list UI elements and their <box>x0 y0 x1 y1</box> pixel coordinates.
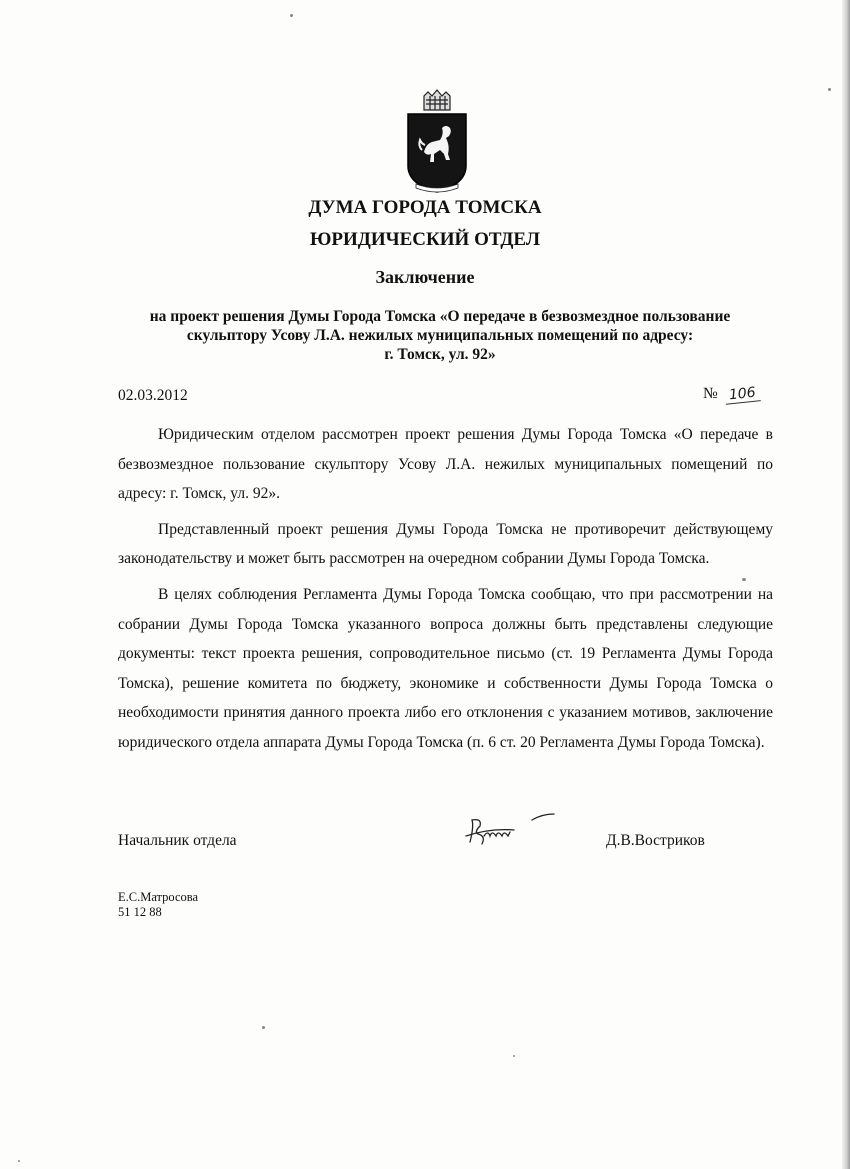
signer-name: Д.В.Востриков <box>606 832 705 849</box>
tomsk-coat-of-arms-icon <box>404 88 470 196</box>
scan-edge-shadow <box>842 0 850 1169</box>
document-body <box>118 420 773 764</box>
scan-speck <box>828 88 831 91</box>
subject-line: скульптору Усову Л.А. нежилых муниципальных помещений по адресу: <box>186 327 694 344</box>
document-title: Заключение <box>375 267 475 287</box>
document-date: 02.03.2012 <box>118 387 188 404</box>
scan-speck <box>290 14 293 17</box>
handwritten-signature <box>460 806 560 854</box>
subject-line: на проект решения Думы Города Томска «О передаче в безвозмездное пользование <box>149 308 731 325</box>
scan-speck <box>18 1160 20 1162</box>
document-number <box>703 385 759 403</box>
body-paragraph: Представленный проект решения Думы Города Томска не противоречит действующему законодательству и может быть рассмотрен на очередном собрании Думы Города Томска. <box>118 520 773 568</box>
scan-speck <box>742 578 746 581</box>
executor-phone: 51 12 88 <box>118 905 162 919</box>
executor-name: Е.С.Матросова <box>118 890 199 904</box>
executor-info <box>118 890 198 920</box>
signer-position: Начальник отдела <box>118 832 237 849</box>
scan-speck <box>513 1055 515 1057</box>
scan-speck <box>262 1026 265 1029</box>
org-name: ДУМА ГОРОДА ТОМСКА <box>308 197 542 218</box>
subject-line: г. Томск, ул. 92» <box>384 346 496 363</box>
body-paragraph: В целях соблюдения Регламента Думы Города Томска сообщаю, что при рассмотрении на собрании Думы Города Томска указанного вопроса должны быть представлены следующие документы: текст проекта решения, сопроводительное письмо (ст. 19 Регламента Думы Города Томска), решение комитета по бюджету, экономике и собственности Думы Города Томска о необходимости принятия данного проекта либо его отклонения с указанием мотивов, заключение юридического отдела аппарата Думы Города Томска (п. 6 ст. 20 Регламента Думы Города Томска). <box>118 585 773 751</box>
number-label: № <box>703 385 718 402</box>
handwritten-number: 106 <box>724 384 760 405</box>
body-paragraph: Юридическим отделом рассмотрен проект решения Думы Города Томска «О передаче в безвозмездное пользование скульптору Усову Л.А. нежилых муниципальных помещений по адресу: г. Томск, ул. 92». <box>118 426 773 503</box>
document-subject <box>95 307 785 364</box>
department-name: ЮРИДИЧЕСКИЙ ОТДЕЛ <box>310 229 540 250</box>
